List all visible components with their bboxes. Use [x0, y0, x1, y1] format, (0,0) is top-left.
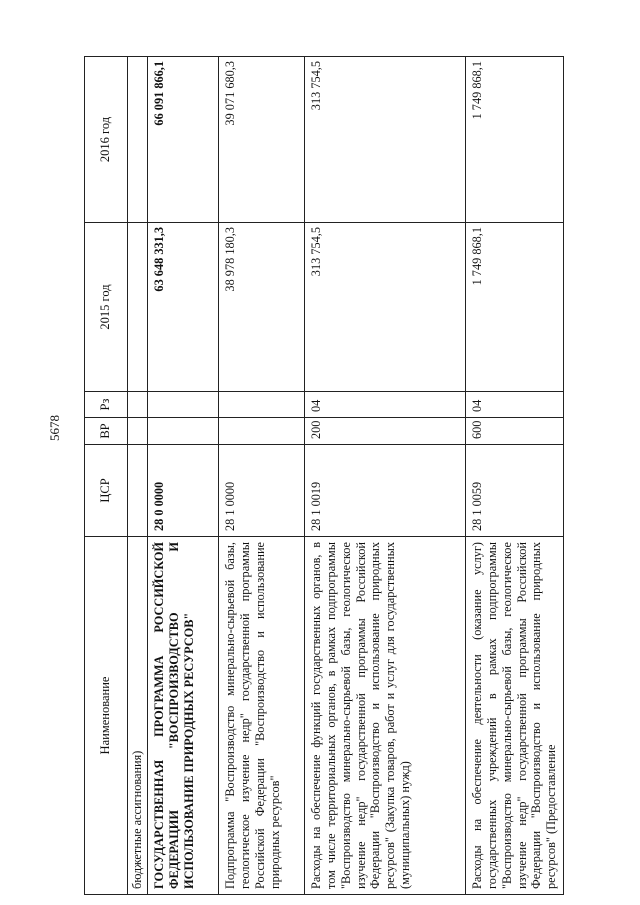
- header-2015: 2015 год: [85, 223, 128, 392]
- row-csr: 28 1 0019: [304, 445, 465, 537]
- row-2016: 66 091 866,1: [147, 57, 218, 223]
- row-2015: 1 749 868,1: [465, 223, 563, 392]
- row-rz: [218, 392, 304, 418]
- row-vr: [218, 418, 304, 445]
- row-name: Расходы на обеспечение функций государственных органов, в том числе территориальных органов, в рамках подпрограммы "Воспроизводство минерально-сырьевой базы, геологическое изучение недр" государственной программы Российской Федерации "Воспроизводство и использование природных ресурсов" (Закупка товаров, работ и услуг для государственных (муниципальных) нужд): [304, 537, 465, 895]
- header-name: Наименование: [85, 537, 128, 895]
- row-name: Расходы на обеспечение деятельности (оказание услуг) государственных учреждений в рамках подпрограммы "Воспроизводство минерально-сырьевой базы, геологическое изучение недр" государственной программы Российской Федерации "Воспроизводство и использование природных ресурсов" (Предоставление: [465, 537, 563, 895]
- row-2015: 38 978 180,3: [218, 223, 304, 392]
- row-csr: 28 0 0000: [147, 445, 218, 537]
- row-name: ГОСУДАРСТВЕННАЯ ПРОГРАММА РОССИЙСКОЙ ФЕДЕРАЦИИ "ВОСПРОИЗВОДСТВО И ИСПОЛЬЗОВАНИЕ ПРИРОДНЫХ РЕСУРСОВ": [147, 537, 218, 895]
- table-header-row: [85, 57, 128, 895]
- row-rz: [147, 392, 218, 418]
- page-number: 5678: [47, 415, 62, 441]
- row-2015: 313 754,5: [304, 223, 465, 392]
- row-2016: 39 071 680,3: [218, 57, 304, 223]
- row-vr: 200: [304, 418, 465, 445]
- table-row: [304, 57, 465, 895]
- row-rz: 04: [465, 392, 563, 418]
- row-2015: 63 648 331,3: [147, 223, 218, 392]
- row-vr: [147, 418, 218, 445]
- row-2016: 1 749 868,1: [465, 57, 563, 223]
- header-rz: Рз: [85, 392, 128, 418]
- table-row: [147, 57, 218, 895]
- budget-table: [84, 56, 564, 895]
- header-csr: ЦСР: [85, 445, 128, 537]
- table-row: [218, 57, 304, 895]
- budget-table-rotated: [84, 57, 624, 895]
- row-name: Подпрограмма "Воспроизводство минерально-сырьевой базы, геологическое изучение недр" государственной программы Российской Федерации "Воспроизводство и использование природных ресурсов": [218, 537, 304, 895]
- header-2016: 2016 год: [85, 57, 128, 223]
- continuation-text: бюджетные ассигнования): [128, 537, 148, 895]
- row-rz: 04: [304, 392, 465, 418]
- row-csr: 28 1 0000: [218, 445, 304, 537]
- table-row: [465, 57, 563, 895]
- row-2016: 313 754,5: [304, 57, 465, 223]
- row-vr: 600: [465, 418, 563, 445]
- header-vr: ВР: [85, 418, 128, 445]
- table-row-continuation: [128, 57, 148, 895]
- row-csr: 28 1 0059: [465, 445, 563, 537]
